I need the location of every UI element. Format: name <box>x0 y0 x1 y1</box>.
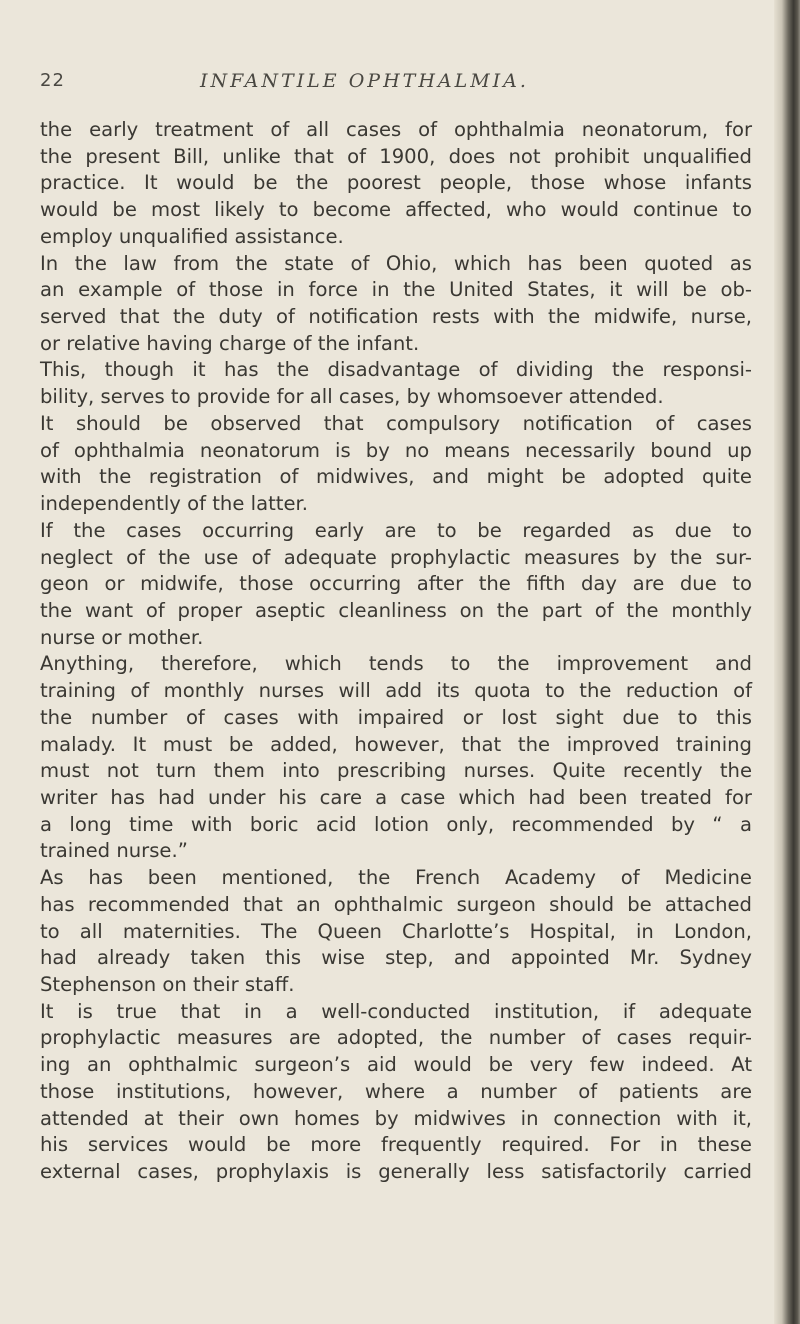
text-line: would be most likely to become affected, who would continue to <box>40 198 752 222</box>
text-line: the present Bill, unlike that of 1900, does not prohibit unqualified <box>40 144 752 168</box>
text-line: the early treatment of all cases of ophthalmia neonatorum, for <box>40 118 752 141</box>
text-line: training of monthly nurses will add its quota to the reduction of <box>40 679 752 703</box>
text-line: his services would be more frequently required. For in these <box>40 1133 752 1157</box>
text-line: Anything, therefore, which tends to the improvement and <box>40 652 752 676</box>
text-line: attended at their own homes by midwives in connection with it, <box>40 1106 752 1130</box>
text-line: In the law from the state of Ohio, which has been quoted as <box>40 251 752 275</box>
text-line: If the cases occurring early are to be regarded as due to <box>40 518 752 542</box>
text-line: served that the duty of notification rests with the midwife, nurse, <box>40 305 752 329</box>
text-line: had already taken this wise step, and appointed Mr. Sydney <box>40 946 752 970</box>
text-line: has recommended that an ophthalmic surgeon should be attached <box>40 892 752 916</box>
page-header <box>40 70 760 100</box>
text-line: with the registration of midwives, and might be adopted quite <box>40 465 752 489</box>
text-line: It is true that in a well-conducted institution, if adequate <box>40 999 752 1023</box>
text-line: a long time with boric acid lotion only, recommended by “ a <box>40 812 752 836</box>
text-line: the number of cases with impaired or lost sight due to this <box>40 705 752 729</box>
running-head: INFANTILE OPHTHALMIA. <box>200 70 529 92</box>
text-line: external cases, prophylaxis is generally less satisfactorily carried <box>40 1160 752 1184</box>
text-line: must not turn them into prescribing nurses. Quite recently the <box>40 759 752 783</box>
text-line: or relative having charge of the infant. <box>40 331 420 355</box>
text-line: It should be observed that compulsory notification of cases <box>40 411 752 435</box>
text-line: an example of those in force in the United States, it will be ob- <box>40 278 752 302</box>
text-line: neglect of the use of adequate prophylactic measures by the sur- <box>40 545 752 569</box>
text-line: practice. It would be the poorest people, those whose infants <box>40 171 752 195</box>
text-line: This, though it has the disadvantage of dividing the responsi- <box>40 358 752 382</box>
text-line: independently of the latter. <box>40 492 308 516</box>
text-line: writer has had under his care a case which had been treated for <box>40 785 752 809</box>
text-line: geon or midwife, those occurring after the fifth day are due to <box>40 572 752 596</box>
text-line: trained nurse.” <box>40 839 188 863</box>
text-line: those institutions, however, where a number of patients are <box>40 1079 752 1103</box>
text-line: nurse or mother. <box>40 625 204 649</box>
page-number: 22 <box>40 70 65 91</box>
text-line: bility, serves to provide for all cases, by whomsoever attended. <box>40 385 664 409</box>
body-text <box>40 117 752 1186</box>
text-line: As has been mentioned, the French Academy of Medicine <box>40 866 752 890</box>
text-line: employ unqualified assistance. <box>40 224 344 248</box>
book-binding-edge <box>774 0 800 1324</box>
text-line: Stephenson on their staff. <box>40 973 295 996</box>
text-line: the want of proper aseptic cleanliness on the part of the monthly <box>40 598 752 622</box>
text-line: malady. It must be added, however, that the improved training <box>40 732 752 756</box>
text-line: of ophthalmia neonatorum is by no means necessarily bound up <box>40 438 752 462</box>
text-line: to all maternities. The Queen Charlotte’s Hospital, in London, <box>40 919 752 943</box>
text-line: prophylactic measures are adopted, the number of cases requir- <box>40 1026 752 1050</box>
text-line: ing an ophthalmic surgeon’s aid would be very few indeed. At <box>40 1053 752 1077</box>
